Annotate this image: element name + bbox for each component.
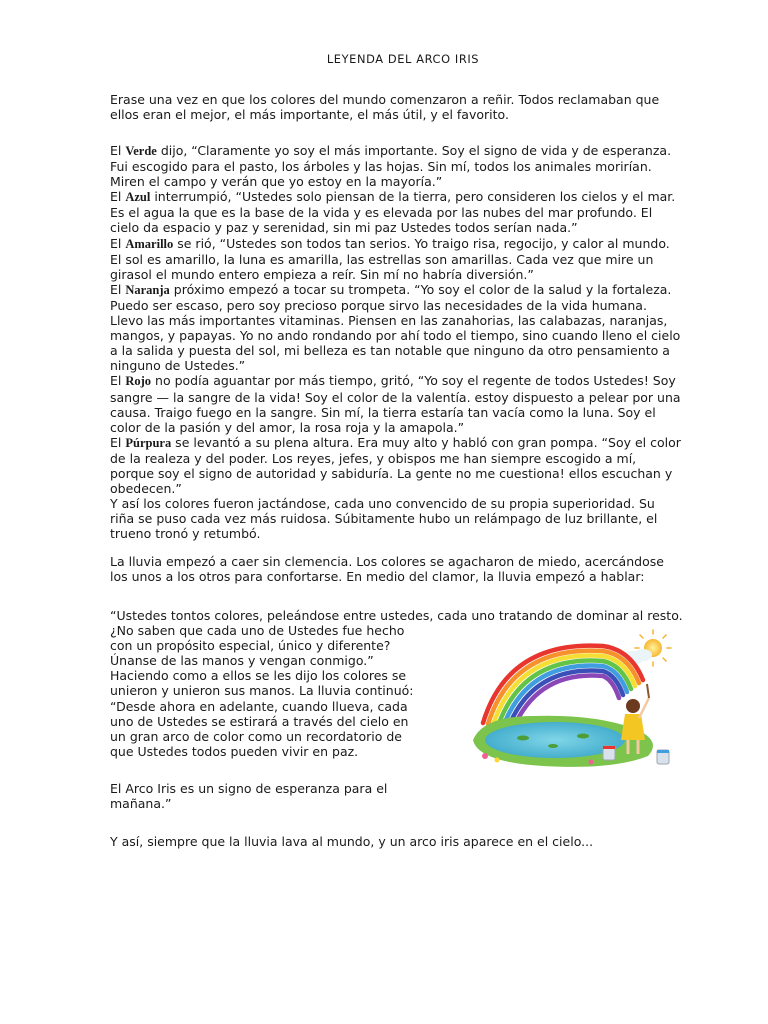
rainbow-illustration — [463, 628, 683, 778]
color-name-azul: Azul — [125, 190, 151, 205]
color-name-naranja: Naranja — [125, 282, 170, 297]
text-rest: próximo empezó a tocar su trompeta. “Yo soy el color de la salud y la fortaleza. — [169, 281, 672, 297]
text-line: Es el agua la que es la base de la vida y es elevada por las nubes del mar profundo. El — [110, 205, 653, 221]
text-line: sangre — la sangre de la vida! Soy el color de la valentía. estoy dispuesto a pelear por una — [110, 389, 681, 405]
intro-paragraph — [110, 92, 710, 122]
text-line: un gran arco de color como un recordatorio de — [110, 728, 402, 744]
text-rest: no podía aguantar por más tiempo, gritó, “Yo soy el regente de todos Ustedes! Soy — [151, 373, 676, 389]
text-line — [110, 189, 710, 205]
text-line: Y así, siempre que la lluvia lava al mundo, y un arco iris aparece en el cielo... — [110, 834, 594, 849]
text-rest: dijo, “Claramente yo soy el más importante. Soy el signo de vida y de esperanza. — [156, 143, 672, 158]
text-line: unieron y unieron sus manos. La lluvia continuó: — [110, 683, 414, 699]
text-line: a la salida y puesta del sol, mi belleza es tan notable que ninguno da otro pensamiento a — [110, 343, 670, 359]
color-name-rojo: Rojo — [125, 374, 152, 389]
text-line: ellos eran el mejor, el más importante, el más útil, y el favorito. — [110, 107, 509, 123]
text-line: Miren el campo y verán que yo estoy en la mayoría.” — [110, 174, 443, 190]
text-line — [110, 143, 710, 159]
text-line: uno de Ustedes se estirará a través del cielo en — [110, 713, 409, 729]
text-line: mangos, y papayas. Yo no ando rondando por ahí todo el tiempo, sino cuando lleno el cielo — [110, 328, 681, 344]
text-line — [110, 373, 710, 389]
text-line: cielo da espacio y paz y serenidad, sin mi paz Ustedes todos serían nada.” — [110, 220, 578, 236]
colors-dialogue — [110, 143, 710, 541]
text-line: El Arco Iris es un signo de esperanza para el — [110, 781, 388, 796]
text-line: Únanse de las manos y vengan conmigo.” — [110, 653, 374, 669]
text-rest: se rió, “Ustedes son todos tan serios. Yo traigo risa, regocijo, y calor al mundo. — [173, 235, 670, 251]
text-line: porque soy el signo de autoridad y sabiduría. La gente no me cuestiona! ellos escuchan y — [110, 465, 673, 481]
document-title: LEYENDA DEL ARCO IRIS — [326, 52, 480, 66]
text-line: “Desde ahora en adelante, cuando llueva, cada — [110, 698, 408, 714]
text-line: Llevo las más importantes vitaminas. Piensen en las zanahorias, las calabazas, naranjas, — [110, 313, 668, 329]
text-prefix: El — [110, 189, 126, 205]
text-prefix: El — [110, 143, 126, 158]
text-line: ¿No saben que cada uno de Ustedes fue hecho — [110, 623, 405, 639]
text-line: mañana.” — [110, 796, 172, 812]
text-line: obedecen.” — [110, 481, 182, 497]
text-line — [110, 282, 710, 298]
text-prefix: El — [110, 373, 126, 389]
color-name-amarillo: Amarillo — [125, 236, 174, 251]
text-line — [110, 236, 710, 252]
text-line: causa. Traigo fuego en la sangre. Sin mí, la tierra estaría tan vacía como la luna. Soy el — [110, 404, 656, 420]
text-line — [110, 435, 710, 451]
text-line: Fui escogido para el pasto, los árboles y las hojas. Sin mí, todos los animales morirían. — [110, 159, 652, 175]
text-line: los unos a los otros para confortarse. En medio del clamor, la lluvia empezó a hablar: — [110, 569, 645, 585]
text-prefix: El — [110, 235, 126, 251]
text-rest: interrumpió, “Ustedes solo piensan de la tierra, pero consideren los cielos y el mar. — [150, 189, 676, 205]
color-name-verde: Verde — [125, 144, 157, 158]
rain-paragraph — [110, 554, 710, 584]
text-prefix: El — [110, 434, 126, 450]
text-line: ninguno de Ustedes.” — [110, 358, 246, 374]
text-line: Puedo ser escaso, pero soy precioso porque sirvo las necesidades de la vida humana. — [110, 297, 647, 313]
text-line: que Ustedes todos pueden vivir en paz. — [110, 743, 359, 759]
text-line: “Ustedes tontos colores, peleándose entre ustedes, cada uno tratando de dominar al resto. — [110, 608, 683, 623]
text-line: Haciendo como a ellos se les dijo los colores se — [110, 668, 407, 684]
text-line: Y así los colores fueron jactándose, cada uno convencido de su propia superioridad. Su — [110, 496, 655, 512]
ending-paragraph — [110, 834, 710, 849]
text-line: girasol el mundo entero empieza a reír. Sin mí no habría diversión.” — [110, 266, 534, 282]
text-rest: se levantó a su plena altura. Era muy alto y habló con gran pompa. “Soy el color — [171, 434, 681, 450]
text-line: riña se puso cada vez más ruidosa. Súbitamente hubo un relámpago de luz brillante, el — [110, 511, 658, 527]
text-line: El sol es amarillo, la luna es amarilla, las estrellas son amarillas. Cada vez que mire un — [110, 251, 654, 267]
text-line: Erase una vez en que los colores del mundo comenzaron a reñir. Todos reclamaban que — [110, 92, 660, 107]
text-line: La lluvia empezó a caer sin clemencia. Los colores se agacharon de miedo, acercándose — [110, 554, 664, 569]
text-line: de la realeza y del poder. Los reyes, jefes, y obispos me han siempre escogido a mí, — [110, 450, 637, 466]
color-name-purpura: Púrpura — [125, 435, 172, 450]
hope-paragraph — [110, 781, 710, 811]
text-line: trueno tronó y retumbó. — [110, 526, 261, 542]
text-prefix: El — [110, 281, 126, 297]
text-line: color de la pasión y del amor, la rosa roja y la amapola.” — [110, 419, 465, 435]
text-line: con un propósito especial, único y diferente? — [110, 638, 391, 654]
